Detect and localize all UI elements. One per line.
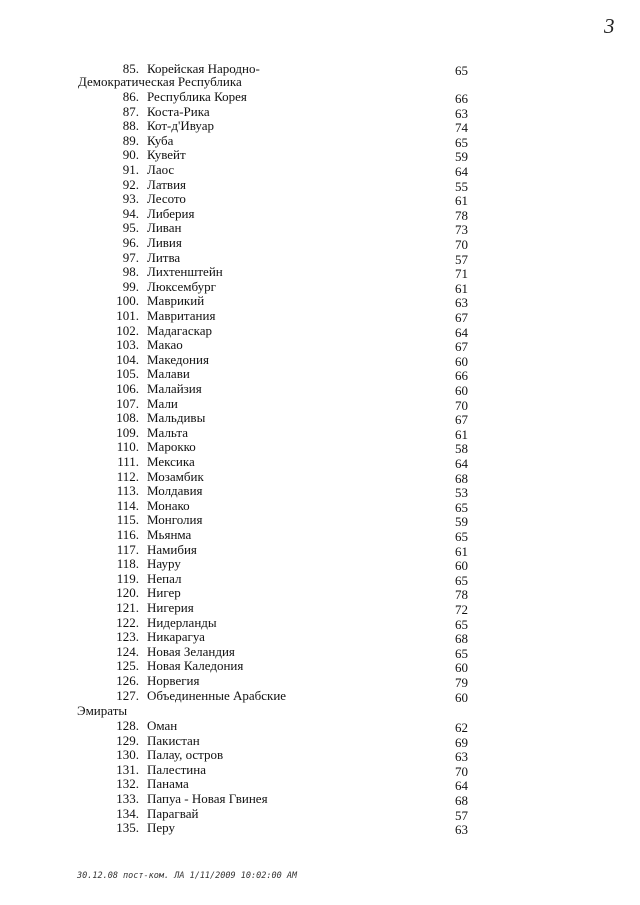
entry-name: Мальта <box>147 424 188 440</box>
entry-name: Перу <box>147 820 175 836</box>
entry-number: 89. <box>122 132 139 148</box>
entry-value: 74 <box>455 120 468 136</box>
entry-number: 109. <box>116 424 139 440</box>
list-item <box>0 600 640 615</box>
entry-number: 120. <box>116 585 139 601</box>
entry-name: Новая Каледония <box>147 658 244 674</box>
list-item <box>0 366 640 384</box>
entry-name: Республика Корея <box>147 89 247 104</box>
entry-number: 127. <box>116 687 139 703</box>
list-item <box>0 308 640 323</box>
entry-number: 129. <box>116 732 139 748</box>
list-item <box>0 118 640 136</box>
entry-number: 87. <box>122 103 139 119</box>
list-item <box>0 425 640 440</box>
entry-name: Мексика <box>147 454 195 469</box>
entry-value: 65 <box>455 499 468 515</box>
list-item <box>0 542 640 557</box>
entry-value: 70 <box>455 763 468 779</box>
entry-name: Маврикий <box>147 293 205 309</box>
list-item <box>0 733 640 748</box>
list-item <box>0 439 640 457</box>
entry-number: 130. <box>116 747 139 763</box>
list-item <box>0 293 640 311</box>
entry-number: 104. <box>116 351 139 367</box>
list-item <box>0 498 640 513</box>
entry-value: 57 <box>455 807 468 823</box>
entry-name: Монако <box>147 497 190 513</box>
list-item <box>0 629 640 647</box>
list-item <box>0 220 640 238</box>
list-item <box>0 658 640 676</box>
entry-value: 64 <box>455 164 468 179</box>
list-item <box>0 381 640 396</box>
list-item <box>0 147 640 165</box>
entry-number: 128. <box>116 718 139 733</box>
entry-value: 65 <box>455 134 468 150</box>
entry-name: Норвегия <box>147 673 200 688</box>
list-item <box>0 571 640 586</box>
entry-number: 113. <box>116 483 139 499</box>
entry-value: 68 <box>455 631 468 647</box>
entry-name: Малайзия <box>147 381 202 396</box>
entry-name: Куба <box>147 132 174 148</box>
entry-name: Малави <box>147 366 190 382</box>
entry-number: 135. <box>116 820 139 836</box>
list-item <box>0 585 640 603</box>
entry-number: 119. <box>116 570 139 586</box>
entry-name: Никарагуа <box>147 629 205 645</box>
list-item <box>0 279 640 294</box>
list-item <box>0 762 640 777</box>
entry-number: 106. <box>116 381 139 396</box>
entry-name: Науру <box>147 556 181 572</box>
entry-value: 61 <box>455 193 468 209</box>
entry-value: 65 <box>455 529 468 544</box>
entry-number: 98. <box>122 264 139 280</box>
entry-value: 67 <box>455 412 468 428</box>
entry-value: 79 <box>455 675 468 690</box>
entry-value: 58 <box>455 441 468 457</box>
list-item <box>0 323 640 338</box>
entry-name: Монголия <box>147 512 203 528</box>
entry-value: 63 <box>455 295 468 311</box>
entry-value: 57 <box>455 251 468 267</box>
page-number: 3 <box>604 14 615 38</box>
entry-value: 73 <box>455 222 468 238</box>
entry-number: 126. <box>116 673 139 688</box>
entry-value: 60 <box>455 558 468 574</box>
list-item <box>0 483 640 501</box>
entry-number: 134. <box>116 805 139 821</box>
list-item <box>0 469 640 484</box>
entry-number: 94. <box>122 205 139 221</box>
list-item <box>0 527 640 542</box>
entry-name: Ливан <box>147 220 182 236</box>
list-item <box>0 264 640 282</box>
entry-name: Макао <box>147 337 183 353</box>
entry-value: 60 <box>455 660 468 676</box>
entry-value: 61 <box>455 280 468 296</box>
entry-value: 59 <box>455 514 468 530</box>
list-item <box>0 191 640 209</box>
list-item <box>0 718 640 733</box>
entry-name: Намибия <box>147 541 197 557</box>
entry-number: 111. <box>117 454 139 469</box>
entry-name: Либерия <box>147 205 195 221</box>
list-item <box>0 133 640 148</box>
entry-value: 70 <box>455 237 468 252</box>
entry-name: Корейская Народно- <box>147 61 260 76</box>
entry-number: 97. <box>122 249 139 265</box>
entry-number: 115. <box>116 512 139 528</box>
entry-value: 67 <box>455 339 468 355</box>
entry-name: Молдавия <box>147 483 203 499</box>
entry-value: 63 <box>455 749 468 765</box>
entry-number: 85. <box>122 61 139 76</box>
entry-value: 65 <box>455 572 468 588</box>
entry-number: 95. <box>122 220 139 236</box>
list-item <box>0 250 640 265</box>
entry-name: Лихтенштейн <box>147 264 223 280</box>
entry-number: 107. <box>116 395 139 411</box>
list-item <box>0 512 640 530</box>
list-item <box>0 747 640 765</box>
entry-name: Мозамбик <box>147 468 204 484</box>
list-item <box>0 89 640 104</box>
entry-value: 64 <box>455 778 468 794</box>
list-item <box>0 644 640 659</box>
entry-value: 60 <box>455 689 468 705</box>
entry-value: 59 <box>455 149 468 165</box>
entry-value: 68 <box>455 470 468 486</box>
list-item <box>0 104 640 119</box>
entry-value: 60 <box>455 383 468 398</box>
entry-value: 55 <box>455 178 468 194</box>
entry-number: 108. <box>116 410 139 426</box>
entry-number: 100. <box>116 293 139 309</box>
entry-number: 114. <box>116 497 139 513</box>
entry-name: Палестина <box>147 761 206 777</box>
entry-number: 91. <box>122 162 139 177</box>
entry-number: 112. <box>116 468 139 484</box>
entry-name: Литва <box>147 249 181 265</box>
entry-name: Новая Зеландия <box>147 643 235 659</box>
entry-value: 72 <box>455 602 468 617</box>
entry-number: 124. <box>116 643 139 659</box>
entry-name: Папуа - Новая Гвинея <box>147 791 268 806</box>
entry-name: Нидерланды <box>147 614 217 630</box>
entry-value: 65 <box>455 616 468 632</box>
entry-number: 92. <box>122 176 139 192</box>
entry-name: Коста-Рика <box>147 103 210 119</box>
entry-value: 78 <box>455 587 468 603</box>
entry-name: Македония <box>147 351 209 367</box>
entry-value: 67 <box>455 310 468 325</box>
entry-value: 65 <box>455 63 468 78</box>
list-item <box>0 206 640 221</box>
entry-number: 117. <box>116 541 139 557</box>
list-item <box>0 556 640 574</box>
entry-value: 63 <box>455 105 468 121</box>
entry-continuation: Эмираты <box>77 703 128 718</box>
list-item <box>0 776 640 794</box>
entry-number: 103. <box>116 337 139 353</box>
entry-value: 68 <box>455 793 468 808</box>
entry-value: 66 <box>455 368 468 384</box>
list-item <box>0 337 640 355</box>
entry-value: 60 <box>455 353 468 369</box>
entry-name: Мадагаскар <box>147 322 212 338</box>
entry-name: Непал <box>147 570 182 586</box>
entry-value: 78 <box>455 207 468 223</box>
entry-number: 99. <box>122 278 139 294</box>
entry-continuation: Демократическая Республика <box>78 74 242 89</box>
entry-number: 116. <box>116 527 139 542</box>
entry-value: 70 <box>455 397 468 413</box>
list-item <box>0 454 640 469</box>
entry-value: 71 <box>455 266 468 282</box>
entry-value: 64 <box>455 324 468 340</box>
footer-stamp: 30.12.08 пост-ком. ЛА 1/11/2009 10:02:00 AM <box>77 871 298 881</box>
entry-value: 62 <box>455 720 468 735</box>
list-item <box>0 410 640 428</box>
entry-number: 101. <box>116 308 139 323</box>
entry-number: 93. <box>122 191 139 207</box>
entry-name: Мали <box>147 395 178 411</box>
entry-name: Панама <box>147 776 189 792</box>
entry-name: Оман <box>147 718 178 733</box>
entry-number: 90. <box>122 147 139 163</box>
entry-value: 61 <box>455 426 468 442</box>
entry-value: 63 <box>455 822 468 838</box>
entry-number: 88. <box>122 118 139 134</box>
entry-number: 125. <box>116 658 139 674</box>
entry-name: Лесото <box>147 191 186 207</box>
list-item <box>0 791 640 806</box>
entry-number: 86. <box>122 89 139 104</box>
list-item <box>0 235 640 250</box>
entry-number: 122. <box>116 614 139 630</box>
list-item <box>0 162 640 177</box>
entry-name: Мьянма <box>147 527 192 542</box>
entry-number: 118. <box>116 556 139 572</box>
list-item <box>0 177 640 192</box>
list-item <box>0 396 640 411</box>
entry-name: Кот-д'Ивуар <box>147 118 214 134</box>
entry-name: Марокко <box>147 439 196 455</box>
entry-name: Палау, остров <box>147 747 224 763</box>
entry-name: Люксембург <box>147 278 216 294</box>
entry-name: Кувейт <box>147 147 186 163</box>
entry-name: Объединенные Арабские <box>147 687 287 703</box>
entry-name: Нигерия <box>147 600 194 615</box>
entry-number: 133. <box>116 791 139 806</box>
list-item <box>0 806 640 821</box>
list-item <box>0 615 640 630</box>
entry-number: 123. <box>116 629 139 645</box>
entry-number: 96. <box>122 235 139 250</box>
entry-name: Мальдивы <box>147 410 206 426</box>
entry-name: Лаос <box>147 162 175 177</box>
entry-name: Ливия <box>147 235 182 250</box>
entry-value: 61 <box>455 543 468 559</box>
entry-number: 102. <box>116 322 139 338</box>
list-item <box>0 820 640 838</box>
entry-number: 131. <box>116 761 139 777</box>
entry-number: 121. <box>116 600 139 615</box>
entry-value: 69 <box>455 734 468 750</box>
entry-value: 64 <box>455 456 468 471</box>
entry-name: Пакистан <box>147 732 200 748</box>
entry-value: 66 <box>455 91 468 106</box>
list-item <box>0 673 640 688</box>
entry-value: 53 <box>455 485 468 501</box>
entry-value: 65 <box>455 645 468 661</box>
entry-number: 105. <box>116 366 139 382</box>
entry-number: 132. <box>116 776 139 792</box>
list-item <box>0 688 640 703</box>
entry-name: Парагвай <box>147 805 199 821</box>
entry-name: Мавритания <box>147 308 216 323</box>
entry-number: 110. <box>116 439 139 455</box>
list-item <box>0 352 640 367</box>
entry-name: Нигер <box>147 585 181 601</box>
entry-name: Латвия <box>147 176 187 192</box>
